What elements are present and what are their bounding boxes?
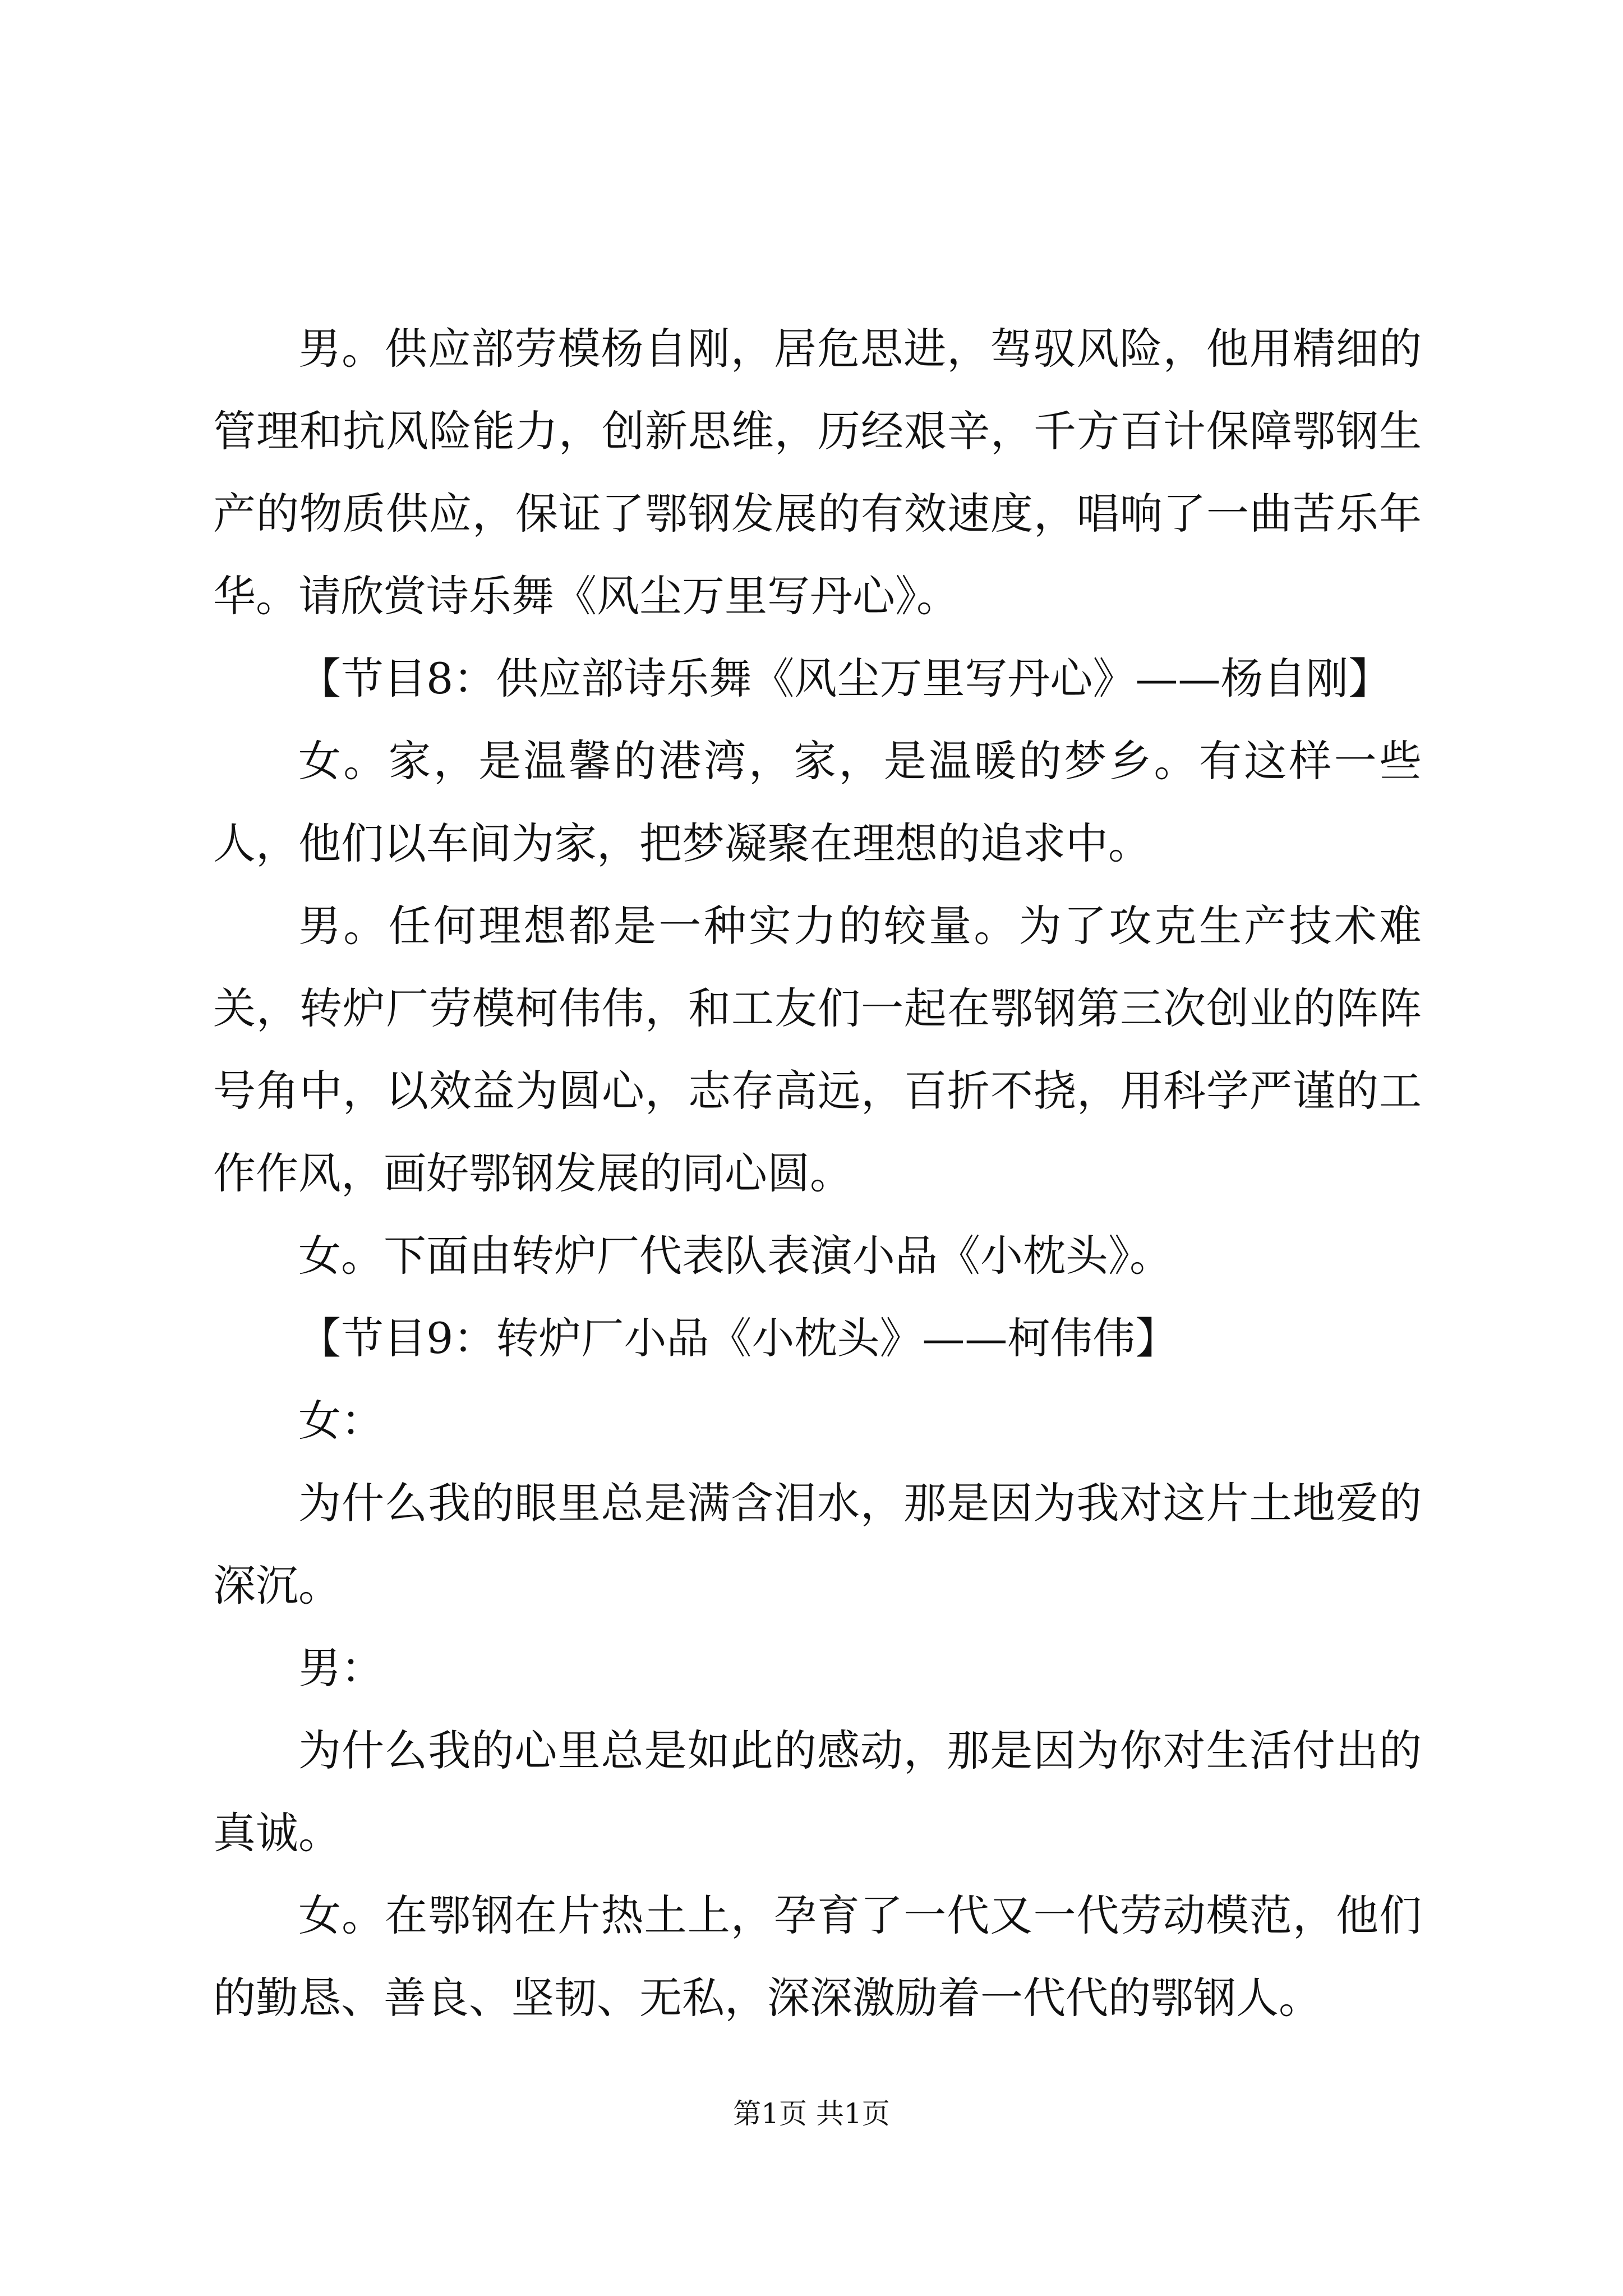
program-heading: 【节目8：供应部诗乐舞《风尘万里写丹心》——杨自刚】 [298, 654, 1391, 703]
paragraph: 女。家，是温馨的港湾，家，是温暖的梦乡。有这样一些人，他们以车间为家，把梦凝聚在理想的追求中。 [213, 736, 1422, 868]
speaker-label: 男： [298, 1643, 384, 1693]
paragraph: 女。在鄂钢在片热土上，孕育了一代又一代劳动模范，他们的勤恳、善良、坚韧、无私，深深激励着一代代的鄂钢人。 [213, 1890, 1422, 2023]
document-body [213, 307, 1422, 2039]
paragraph: 为什么我的眼里总是满含泪水，那是因为我对这片土地爱的深沉。 [213, 1478, 1422, 1611]
paragraph: 女。下面由转炉厂代表队表演小品《小枕头》。 [298, 1231, 1172, 1281]
paragraph: 为什么我的心里总是如此的感动，那是因为你对生活付出的真诚。 [213, 1726, 1422, 1858]
speaker-label: 女： [298, 1396, 384, 1446]
paragraph: 男。任何理想都是一种实力的较量。为了攻克生产技术难关，转炉厂劳模柯伟伟，和工友们一起在鄂钢第三次创业的阵阵号角中，以效益为圆心，志存高远，百折不挠，用科学严谨的工作作风，画好鄂钢发展的同心圆。 [213, 901, 1422, 1198]
page-footer: 第1页 共1页 [733, 2097, 890, 2130]
program-heading: 【节目9：转炉厂小品《小枕头》——柯伟伟】 [298, 1313, 1178, 1363]
paragraph: 男。供应部劳模杨自刚，居危思进，驾驭风险，他用精细的管理和抗风险能力，创新思维，历经艰辛，千方百计保障鄂钢生产的物质供应，保证了鄂钢发展的有效速度，唱响了一曲苦乐年华。请欣赏诗乐舞《风尘万里写丹心》。 [213, 324, 1422, 621]
